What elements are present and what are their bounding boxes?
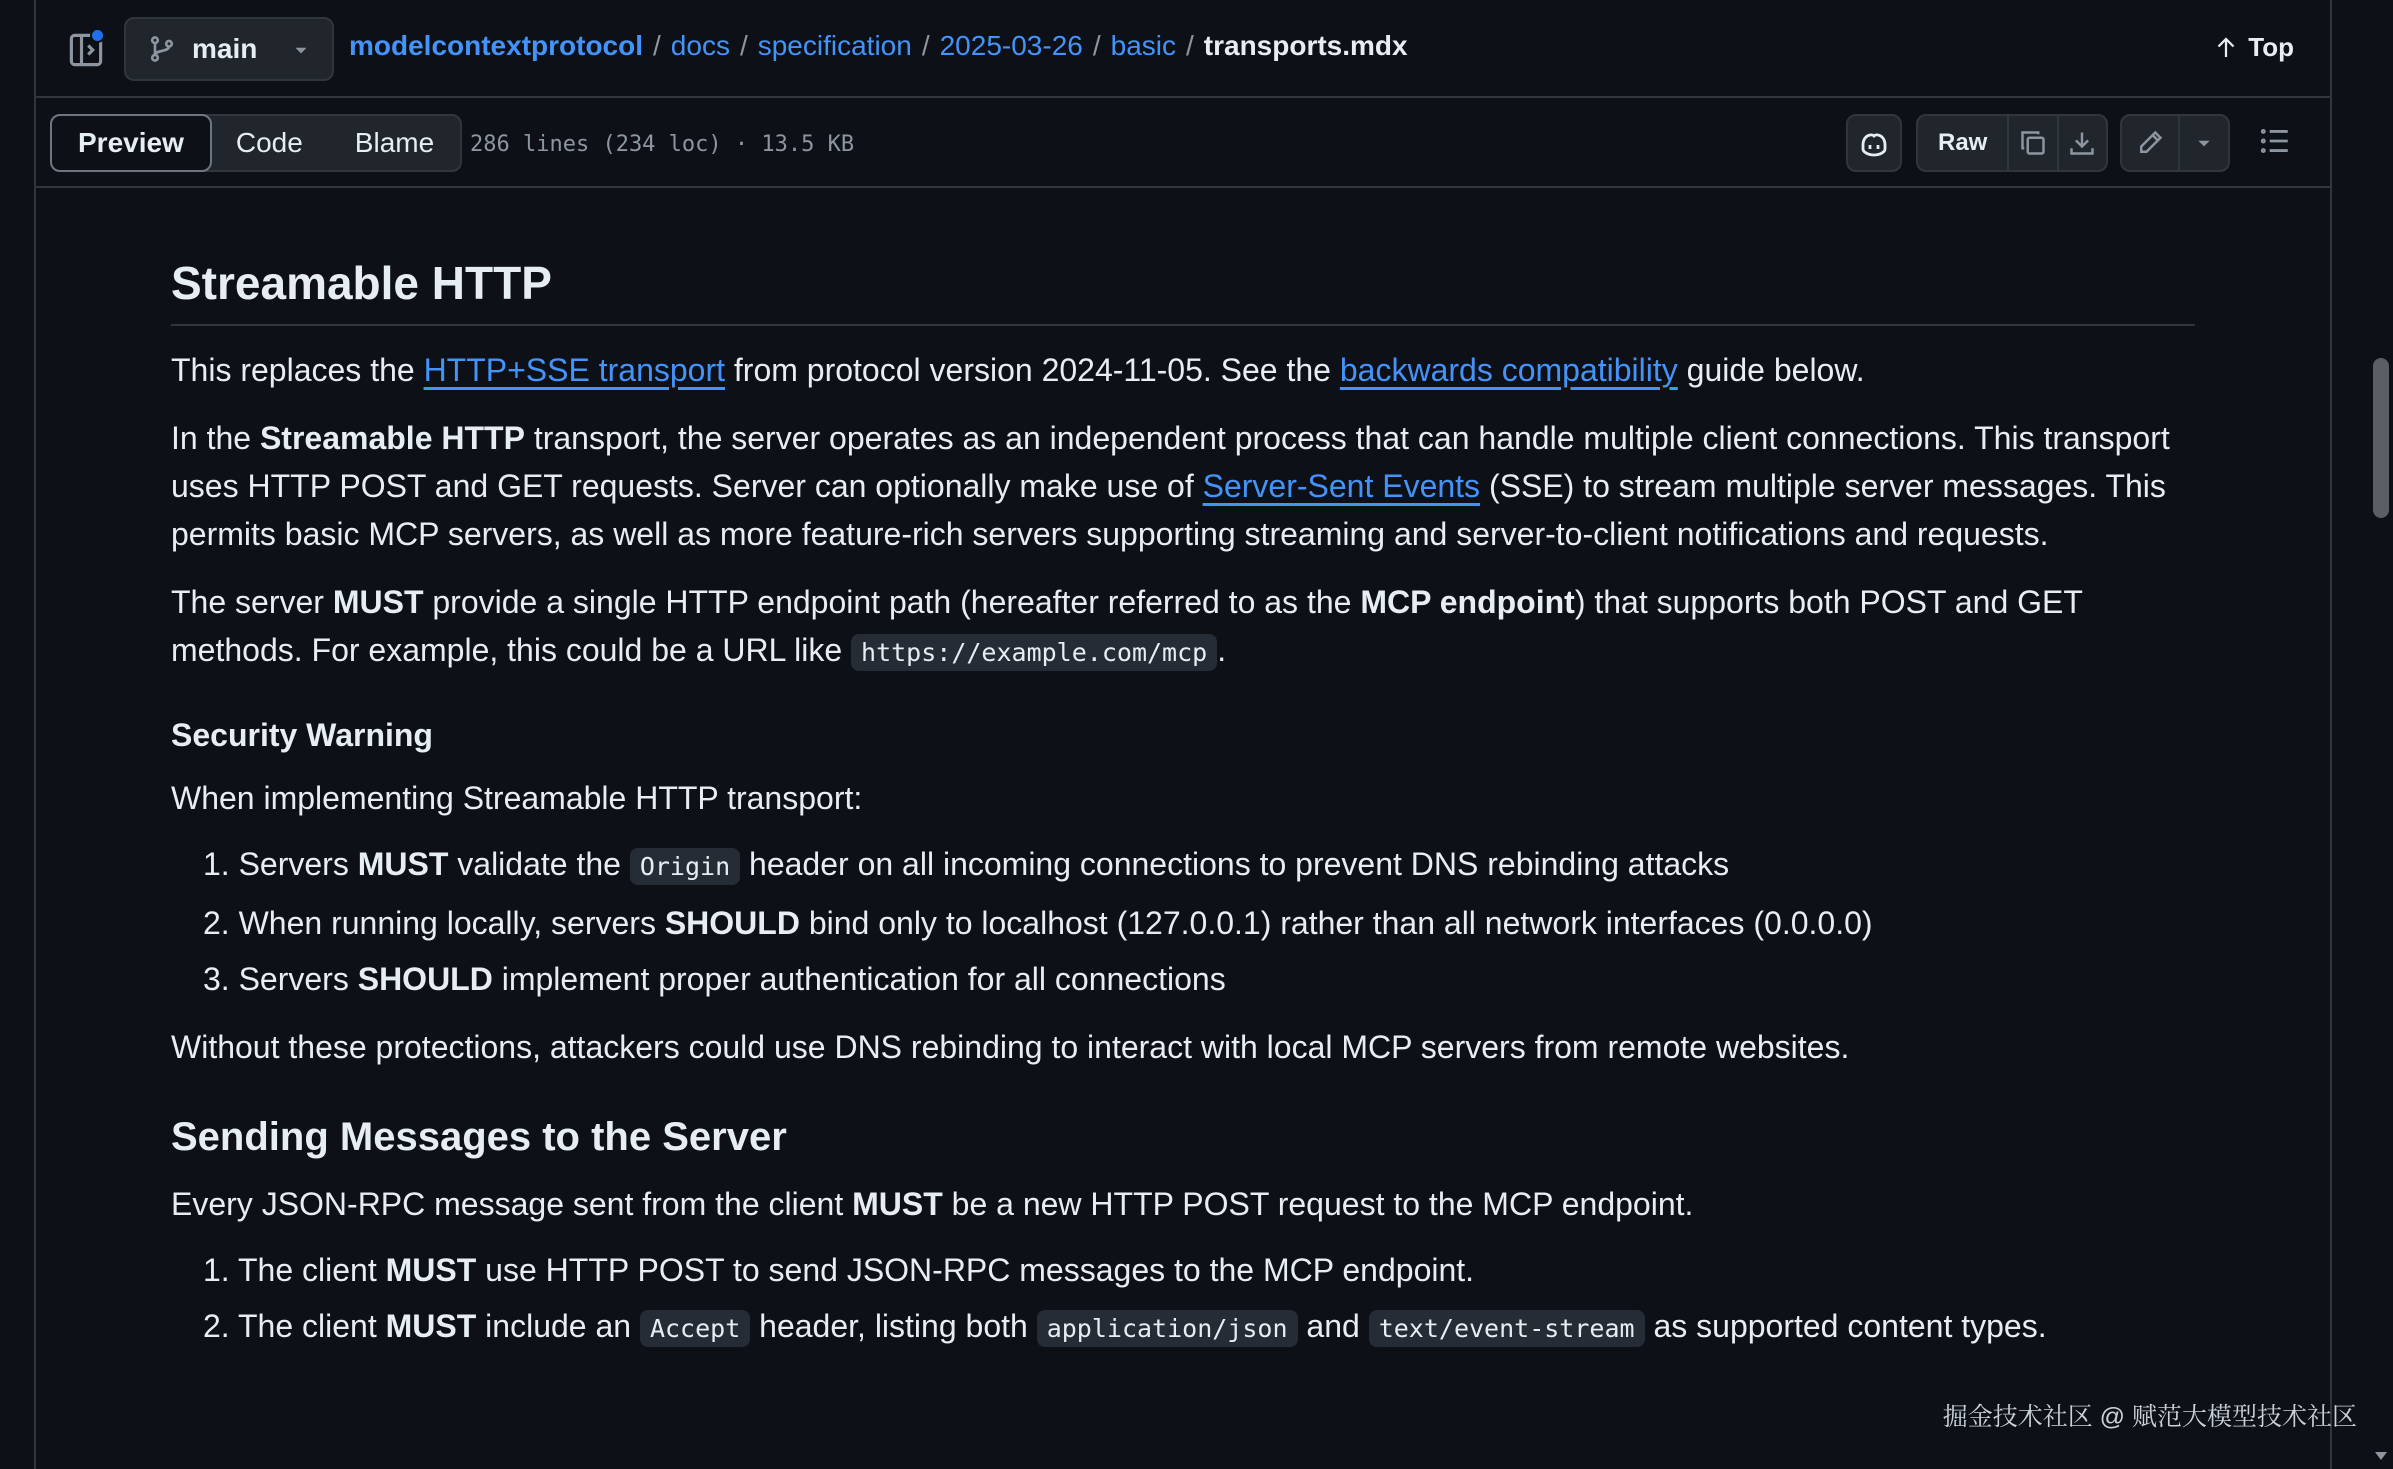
breadcrumb-separator: / [653, 30, 661, 61]
copy-raw-button[interactable] [2007, 116, 2056, 170]
git-branch-icon [148, 35, 176, 63]
back-to-top-button[interactable] [2214, 32, 2294, 63]
breadcrumb-docs-link[interactable]: docs [670, 30, 730, 61]
bold-text: SHOULD [664, 905, 800, 941]
text: transport, the server operates as an independent process that can handle multiple client connections. This transport uses HTTP POST and GET requests. Server can optionally make use of [171, 420, 2170, 504]
sidebar-toggle-button[interactable] [64, 28, 108, 72]
text: In the [171, 420, 260, 456]
http-sse-transport-link[interactable]: HTTP+SSE transport [423, 352, 725, 388]
list-number: 3. [203, 961, 230, 997]
paragraph-protections: Without these protections, attackers could use DNS rebinding to interact with local MCP servers from remote websites. [171, 1029, 1850, 1065]
text: The client [238, 1308, 386, 1344]
pencil-icon [2136, 129, 2164, 157]
text: and [1297, 1308, 1369, 1344]
inline-code: Origin [630, 848, 740, 885]
text: implement proper authentication for all connections [492, 961, 1226, 997]
paragraph-intro [171, 346, 2195, 394]
section-heading: Streamable HTTP [171, 256, 2195, 326]
arrow-up-icon [2214, 36, 2238, 60]
breadcrumb [349, 30, 1408, 62]
text: bind only to localhost (127.0.0.1) rather than all network interfaces (0.0.0.0) [799, 905, 1873, 941]
text: . [1217, 632, 1227, 668]
paragraph-streamable-http [171, 414, 2195, 558]
text: The server [171, 584, 333, 620]
watermark: 掘金技术社区 @ 赋范大模型技术社区 [1942, 1403, 2357, 1431]
text: header, listing both [750, 1308, 1037, 1344]
list-number: 2. [203, 905, 230, 941]
edit-file-button[interactable] [2122, 116, 2178, 170]
paragraph-implementing: When implementing Streamable HTTP transport: [171, 780, 863, 816]
tab-code[interactable]: Code [235, 127, 303, 158]
text: (SSE) to stream multiple server messages. This permits basic MCP servers, as well as more feature-rich servers supporting streaming and server-to-client notifications and requests. [171, 468, 2166, 552]
inline-code: application/json [1037, 1310, 1298, 1347]
copilot-button[interactable] [1846, 114, 1902, 172]
download-raw-button[interactable] [2057, 116, 2106, 170]
inline-code: https://example.com/mcp [851, 634, 1217, 671]
copilot-icon [1858, 127, 1890, 159]
list-item [203, 840, 2195, 891]
paragraph-endpoint [171, 578, 2195, 677]
back-to-top-label: Top [2248, 32, 2294, 62]
list-item [203, 899, 2195, 947]
text: Servers [238, 961, 358, 997]
text: include an [476, 1308, 640, 1344]
edit-actions-group [2120, 114, 2230, 172]
text: use HTTP POST to send JSON-RPC messages to the MCP endpoint. [476, 1252, 1475, 1288]
scrollbar-thumb[interactable] [2373, 358, 2389, 518]
text: be a new HTTP POST request to the MCP endpoint. [942, 1186, 1694, 1222]
list-number: 1. [203, 846, 230, 882]
list-item [203, 1246, 2195, 1294]
text: The client [238, 1252, 386, 1288]
outline-button[interactable] [2258, 124, 2292, 163]
file-header [34, 0, 2332, 98]
list-unordered-icon [2258, 124, 2292, 158]
bold-text: SHOULD [357, 961, 493, 997]
bold-text: MUST [385, 1252, 477, 1288]
security-warning-heading: Security Warning [171, 717, 433, 753]
breadcrumb-version-link[interactable]: 2025-03-26 [939, 30, 1083, 61]
bold-text: MUST [332, 584, 424, 620]
triangle-down-icon [292, 41, 310, 59]
list-item [203, 1302, 2195, 1353]
tab-preview[interactable]: Preview [50, 114, 212, 172]
breadcrumb-separator: / [1092, 30, 1101, 61]
copy-icon [2019, 129, 2047, 157]
text: guide below. [1677, 352, 1865, 388]
text: When running locally, servers [238, 905, 665, 941]
breadcrumb-repo-link[interactable]: modelcontextprotocol [349, 30, 644, 61]
inline-code: text/event-stream [1369, 1310, 1645, 1347]
list-number: 2. [203, 1308, 230, 1344]
text: This replaces the [171, 352, 424, 388]
bold-text: MCP endpoint [1360, 584, 1575, 620]
bold-text: MUST [385, 1308, 477, 1344]
client-requirements-list [171, 1246, 2195, 1353]
edit-options-button[interactable] [2178, 116, 2228, 170]
sending-messages-heading: Sending Messages to the Server [171, 1115, 787, 1159]
text: from protocol version 2024-11-05. See the [725, 352, 1340, 388]
markdown-body [171, 188, 2195, 1361]
text: header on all incoming connections to prevent DNS rebinding attacks [740, 846, 1730, 882]
branch-selector-button[interactable] [124, 17, 334, 81]
breadcrumb-separator: / [1186, 30, 1194, 61]
text: Servers [238, 846, 358, 882]
paragraph-json-rpc [171, 1180, 2195, 1228]
inline-code: Accept [640, 1310, 750, 1347]
tab-blame[interactable]: Blame [354, 127, 435, 158]
server-sent-events-link[interactable]: Server-Sent Events [1202, 468, 1481, 504]
list-item [203, 955, 2195, 1003]
raw-button[interactable]: Raw [1938, 129, 1988, 156]
bold-text: MUST [852, 1186, 943, 1222]
bold-text: Streamable HTTP [259, 420, 525, 456]
text: validate the [448, 846, 630, 882]
notification-dot [90, 28, 105, 43]
breadcrumb-basic-link[interactable]: basic [1110, 30, 1176, 61]
breadcrumb-current-file: transports.mdx [1203, 30, 1408, 61]
raw-actions-group [1916, 114, 2108, 172]
breadcrumb-separator: / [739, 30, 748, 61]
breadcrumb-specification-link[interactable]: specification [757, 30, 912, 61]
file-toolbar [34, 98, 2332, 188]
text: Every JSON-RPC message sent from the client [171, 1186, 853, 1222]
text: ) that supports both POST and GET methods. For example, this could be a URL like [171, 584, 2083, 668]
breadcrumb-separator: / [921, 30, 930, 61]
security-list [171, 840, 2195, 1003]
branch-name: main [192, 33, 258, 64]
view-mode-tabs [50, 114, 462, 172]
scroll-down-arrow-icon[interactable] [2373, 1449, 2389, 1463]
file-info: 286 lines (234 loc) · 13.5 KB [470, 132, 855, 157]
text: as supported content types. [1644, 1308, 2047, 1344]
list-number: 1. [203, 1252, 230, 1288]
triangle-down-icon [2195, 134, 2213, 152]
text: provide a single HTTP endpoint path (hereafter referred to as the [423, 584, 1361, 620]
page-scrollbar[interactable] [2369, 0, 2393, 1469]
download-icon [2068, 129, 2096, 157]
backwards-compatibility-link[interactable]: backwards compatibility [1339, 352, 1678, 388]
bold-text: MUST [357, 846, 449, 882]
